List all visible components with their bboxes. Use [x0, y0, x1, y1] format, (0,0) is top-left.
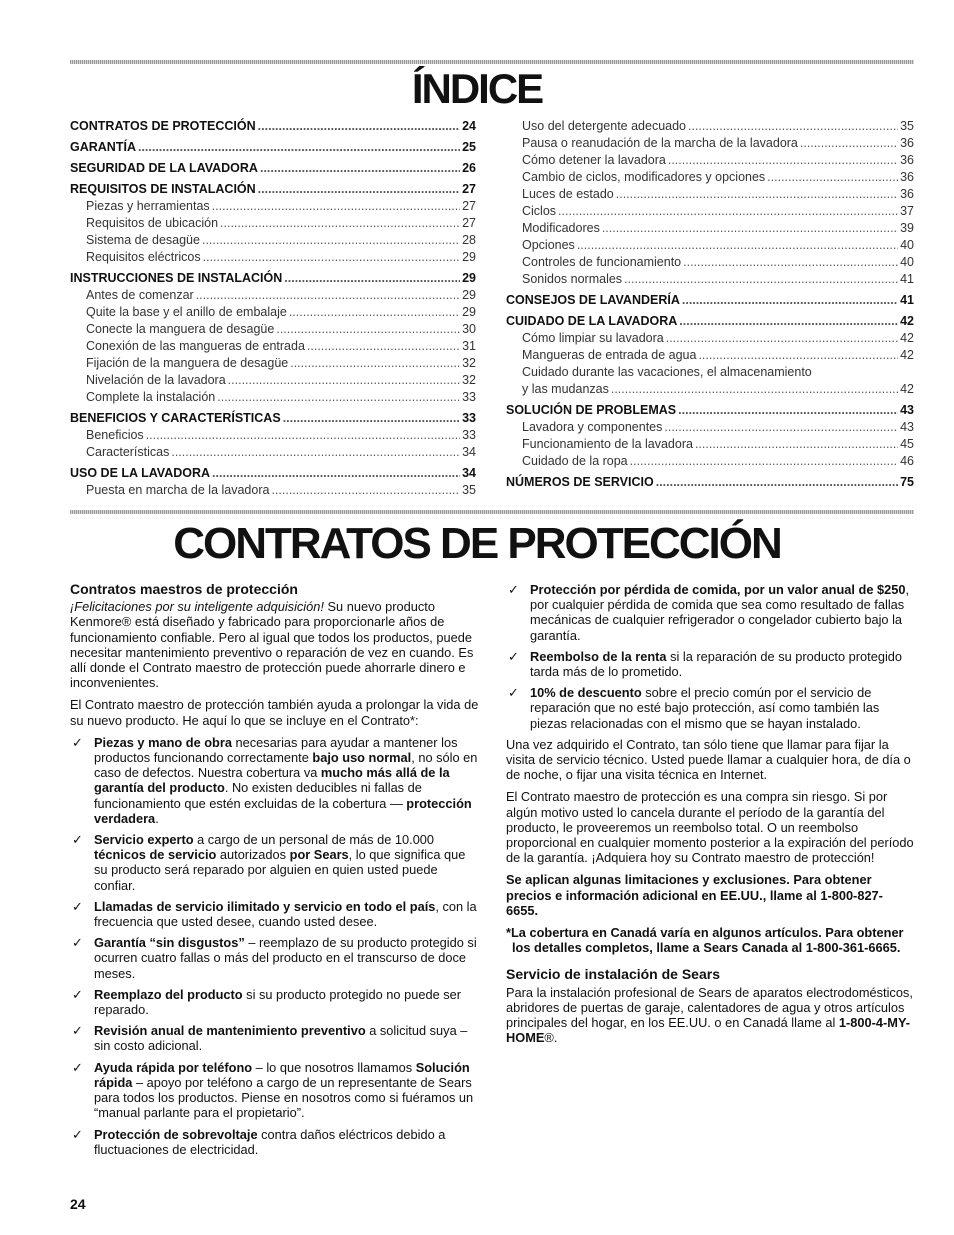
- toc-leader-dots: [698, 347, 898, 364]
- toc-subentry: [70, 215, 476, 232]
- benefit-text: , lo que significa que su producto será reparado por alguien en quien usted puede confiar.: [94, 847, 466, 893]
- benefit-emphasis: Llamadas de servicio ilimitado y servicio en todo el país: [94, 898, 436, 914]
- toc-label: Lavadora y componentes: [522, 420, 663, 434]
- toc-leader-dots: [678, 402, 898, 419]
- toc-label: SOLUCIÓN DE PROBLEMAS: [506, 403, 677, 417]
- toc-leader-dots: [171, 444, 460, 461]
- toc-subentry: [506, 203, 914, 220]
- toc-label: Conexión de las mangueras de entrada: [86, 339, 305, 353]
- toc-page-number: 42: [900, 331, 914, 345]
- benefit-emphasis: Garantía “sin disgustos”: [94, 935, 245, 951]
- toc-leader-dots: [271, 482, 460, 499]
- toc-page-number: 27: [462, 182, 476, 196]
- limitations-canada: *La cobertura en Canadá varía en algunos artículos. Para obtener los detalles completos, llame a Sears Canada al 1-800-361-6665.: [506, 925, 904, 956]
- toc-label: Uso del detergente adecuado: [522, 119, 687, 133]
- toc-subentry: [70, 482, 476, 499]
- toc-label: GARANTÍA: [70, 140, 136, 154]
- toc-label: CONSEJOS DE LAVANDERÍA: [506, 293, 680, 307]
- toc-leader-dots: [800, 135, 898, 152]
- benefit-emphasis: Solución rápida: [94, 1059, 470, 1090]
- master-contracts-heading: Contratos maestros de protección: [70, 581, 298, 597]
- toc-subentry: [506, 152, 914, 169]
- toc-subentry: [506, 330, 914, 347]
- toc-leader-dots: [212, 198, 460, 215]
- toc-label: y las mudanzas: [522, 382, 609, 396]
- toc-subentry: [70, 321, 476, 338]
- toc-subentry: [70, 287, 476, 304]
- toc-page-number: 29: [462, 271, 476, 285]
- toc-label: Modificadores: [522, 221, 600, 235]
- toc-leader-dots: [558, 203, 898, 220]
- benefits-list: [70, 735, 480, 1157]
- benefit-emphasis: Ayuda rápida por teléfono: [94, 1059, 253, 1075]
- toc-subentry: [506, 381, 914, 398]
- benefit-emphasis: bajo uso normal: [312, 750, 412, 766]
- toc-page-number: 45: [900, 437, 914, 451]
- toc-leader-dots: [196, 287, 460, 304]
- toc-page-number: 35: [462, 483, 476, 497]
- benefit-text: – reemplazo de su producto protegido si ocurren cuatro fallas o más del producto en el transcurso de doce meses.: [94, 935, 477, 981]
- toc-label: Cambio de ciclos, modificadores y opciones: [522, 170, 766, 184]
- benefit-item: [70, 1127, 480, 1157]
- benefit-text: a solicitud suya – sin costo adicional.: [94, 1023, 468, 1054]
- benefits-list-continued: [506, 582, 914, 731]
- toc-page-number: 40: [900, 255, 914, 269]
- toc-page-number: 46: [900, 454, 914, 468]
- toc-label: USO DE LA LAVADORA: [70, 466, 211, 480]
- toc-section-entry: [70, 410, 476, 427]
- toc-label: BENEFICIOS Y CARACTERÍSTICAS: [70, 411, 281, 425]
- toc-leader-dots: [668, 152, 898, 169]
- toc-page-number: 29: [462, 305, 476, 319]
- installation-phone: 1-800-4-MY-HOME: [506, 1015, 911, 1046]
- toc-page-number: 31: [462, 339, 476, 353]
- toc-leader-dots: [283, 410, 460, 427]
- toc-page-number: 29: [462, 288, 476, 302]
- checkmark-icon: ✓: [508, 582, 519, 597]
- toc-label: Requisitos de ubicación: [86, 216, 219, 230]
- toc-label: Piezas y herramientas: [86, 199, 210, 213]
- toc-page-number: 42: [900, 348, 914, 362]
- toc-page-number: 30: [462, 322, 476, 336]
- toc-leader-dots: [260, 160, 460, 177]
- toc-label: Fijación de la manguera de desagüe: [86, 356, 289, 370]
- installation-text: Para la instalación profesional de Sears de aparatos electrodomésticos, abridores de puertas de garaje, calentadores de agua y otros artículos principales del hogar, en los EE.UU. o en Canadá llame al: [506, 984, 913, 1031]
- toc-leader-dots: [212, 465, 460, 482]
- toc-label: Opciones: [522, 238, 575, 252]
- benefit-emphasis: Reembolso de la renta: [530, 648, 667, 664]
- toc-page-number: 28: [462, 233, 476, 247]
- benefit-text: . No existen deducibles ni fallas de funcionamiento que estén excluidas de la cobertura —: [94, 780, 422, 811]
- toc-page-number: 42: [900, 382, 914, 396]
- toc-leader-dots: [307, 338, 460, 355]
- checkmark-icon: ✓: [72, 734, 83, 750]
- toc-label: Mangueras de entrada de agua: [522, 348, 697, 362]
- toc-subentry: [506, 271, 914, 288]
- benefit-emphasis: Servicio experto: [94, 832, 194, 848]
- benefit-item: [70, 899, 480, 929]
- toc-page-number: 40: [900, 238, 914, 252]
- toc-leader-dots: [688, 118, 898, 135]
- toc-label: NÚMEROS DE SERVICIO: [506, 475, 654, 489]
- toc-section-entry: [506, 402, 914, 419]
- toc-subentry: [506, 169, 914, 186]
- benefit-text: sobre el precio común por el servicio de reparación que no esté bajo protección, así como también las piezas relacionadas con el mismo que se hayan instalado.: [530, 685, 880, 731]
- intro-text: Su nuevo producto Kenmore® está diseñado y fabricado para proporcionarle años de funcionamiento confiable. Pero al igual que todos los productos, puede necesitar mantenimiento preventivo o reparación de vez en cuando. Es allí donde el Contrato maestro de protección puede ahorrarle dinero e inconvenientes.: [70, 599, 474, 691]
- toc-leader-dots: [217, 389, 460, 406]
- toc-label: Requisitos eléctricos: [86, 250, 201, 264]
- benefit-emphasis: Piezas y mano de obra: [94, 734, 232, 750]
- toc-page-number: 33: [462, 390, 476, 404]
- benefit-emphasis: Revisión anual de mantenimiento preventivo: [94, 1023, 366, 1039]
- toc-leader-dots: [602, 220, 898, 237]
- benefit-emphasis: Protección por pérdida de comida, por un valor anual de $250: [530, 582, 906, 597]
- checkmark-icon: ✓: [72, 935, 83, 951]
- toc-leader-dots: [203, 249, 460, 266]
- toc-subentry: [70, 372, 476, 389]
- toc-label: Ciclos: [522, 204, 557, 218]
- toc-subentry: [70, 444, 476, 461]
- checkmark-icon: ✓: [72, 898, 83, 914]
- congrats-text: ¡Felicitaciones por su inteligente adquisición!: [70, 599, 324, 615]
- toc-section-entry: [506, 474, 914, 491]
- toc-label: Funcionamiento de la lavadora: [522, 437, 693, 451]
- toc-label: Cómo detener la lavadora: [522, 153, 666, 167]
- toc-subentry: [70, 427, 476, 444]
- toc-label: Cuidado de la ropa: [522, 454, 628, 468]
- toc-subentry: [506, 254, 914, 271]
- toc-label: Cómo limpiar su lavadora: [522, 331, 664, 345]
- toc-label: Beneficios: [86, 428, 144, 442]
- toc-label: Puesta en marcha de la lavadora: [86, 483, 270, 497]
- toc-leader-dots: [616, 186, 898, 203]
- toc-label: Antes de comenzar: [86, 288, 194, 302]
- benefit-text: – lo que nosotros llamamos: [252, 1059, 416, 1075]
- benefit-item: [70, 1060, 480, 1121]
- toc-leader-dots: [656, 474, 898, 491]
- benefit-text: autorizados: [216, 847, 290, 863]
- benefit-text: contra daños eléctricos debido a fluctuaciones de electricidad.: [94, 1126, 446, 1157]
- toc-page-number: 35: [900, 119, 914, 133]
- benefit-emphasis: protección verdadera: [94, 795, 472, 826]
- toc-leader-dots: [202, 232, 460, 249]
- toc-page-number: 25: [462, 140, 476, 154]
- limitations-us: Se aplican algunas limitaciones y exclusiones. Para obtener precios e información adicional en EE.UU., llame al 1-800-827-6655.: [506, 872, 883, 918]
- toc-subentry: [506, 237, 914, 254]
- toc-page-number: 42: [900, 314, 914, 328]
- benefit-text: si su producto protegido no puede ser reparado.: [94, 986, 462, 1018]
- benefit-text: – apoyo por teléfono a cargo de un representante de Sears para todos los productos. Piense en nosotros como si fuéramos un “manual parlante para el propietario”.: [94, 1074, 474, 1121]
- toc-leader-dots: [664, 419, 898, 436]
- toc-subentry: [70, 355, 476, 372]
- toc-leader-dots: [679, 313, 898, 330]
- toc-leader-dots: [289, 304, 460, 321]
- toc-leader-dots: [767, 169, 898, 186]
- installation-heading: Servicio de instalación de Sears: [506, 966, 720, 983]
- contracts-right-column: [506, 582, 914, 1052]
- toc-leader-dots: [624, 271, 898, 288]
- intro-paragraph: [70, 599, 480, 690]
- toc-page-number: 32: [462, 373, 476, 387]
- toc-right-column: [506, 118, 914, 491]
- checkmark-icon: ✓: [72, 1059, 83, 1075]
- toc-page-number: 27: [462, 216, 476, 230]
- toc-subentry: [70, 249, 476, 266]
- toc-page-number: 34: [462, 466, 476, 480]
- toc-subentry: [70, 389, 476, 406]
- toc-label: Luces de estado: [522, 187, 614, 201]
- toc-subentry: [506, 220, 914, 237]
- toc-page-number: 75: [900, 475, 914, 489]
- toc-page-number: 26: [462, 161, 476, 175]
- toc-subentry: [506, 135, 914, 152]
- toc-page-number: 39: [900, 221, 914, 235]
- includes-paragraph: El Contrato maestro de protección también ayuda a prolongar la vida de su nuevo producto. He aquí lo que se incluye en el Contrato*:: [70, 697, 479, 728]
- middle-divider: [70, 510, 914, 514]
- toc-leader-dots: [146, 427, 460, 444]
- benefit-item: [506, 582, 914, 643]
- benefit-text: necesarias para ayudar a mantener los productos funcionando correctamente: [94, 734, 458, 766]
- toc-label: Sistema de desagüe: [86, 233, 200, 247]
- toc-leader-dots: [290, 355, 460, 372]
- benefit-emphasis: técnicos de servicio: [94, 847, 217, 863]
- toc-section-entry: [506, 313, 914, 330]
- toc-leader-dots: [138, 139, 460, 156]
- toc-leader-dots: [258, 118, 460, 135]
- page-number: 24: [70, 1196, 86, 1212]
- benefit-emphasis: mucho más allá de la garantía del producto: [94, 765, 450, 796]
- toc-left-column: [70, 118, 476, 499]
- benefit-emphasis: Protección de sobrevoltaje: [94, 1126, 258, 1142]
- toc-subentry: [70, 198, 476, 215]
- toc-label: INSTRUCCIONES DE INSTALACIÓN: [70, 271, 283, 285]
- contracts-left-column: [70, 582, 480, 1163]
- toc-label: Complete la instalación: [86, 390, 216, 404]
- toc-label: Nivelación de la lavadora: [86, 373, 226, 387]
- toc-page-number: 43: [900, 403, 914, 417]
- toc-section-entry: [70, 160, 476, 177]
- benefit-item: [506, 685, 914, 731]
- toc-leader-dots: [284, 270, 460, 287]
- index-title: ÍNDICE: [411, 65, 543, 112]
- toc-leader-dots: [228, 372, 460, 389]
- toc-page-number: 41: [900, 293, 914, 307]
- benefit-item: [506, 649, 914, 679]
- contracts-title: CONTRATOS DE PROTECCIÓN: [173, 519, 781, 568]
- toc-section-entry: [70, 139, 476, 156]
- toc-leader-dots: [220, 215, 460, 232]
- toc-page-number: 33: [462, 428, 476, 442]
- benefit-item: [70, 735, 480, 826]
- checkmark-icon: ✓: [508, 685, 519, 701]
- benefit-emphasis: por Sears: [289, 847, 349, 863]
- toc-leader-dots: [683, 254, 898, 271]
- toc-label: REQUISITOS DE INSTALACIÓN: [70, 182, 256, 196]
- toc-subentry: [70, 338, 476, 355]
- toc-section-entry: [506, 292, 914, 309]
- toc-page-number: 36: [900, 170, 914, 184]
- toc-label: Sonidos normales: [522, 272, 623, 286]
- toc-label: Características: [86, 445, 170, 459]
- benefit-item: [70, 1023, 480, 1053]
- benefit-text: , con la frecuencia que usted desee, cuando usted desee.: [94, 898, 477, 930]
- toc-leader-dots: [682, 292, 898, 309]
- checkmark-icon: ✓: [72, 986, 83, 1002]
- toc-subentry: [506, 419, 914, 436]
- toc-leader-dots: [695, 436, 898, 453]
- toc-page-number: 36: [900, 136, 914, 150]
- benefit-item: [70, 987, 480, 1017]
- toc-section-entry: [70, 270, 476, 287]
- toc-subentry: [506, 364, 914, 381]
- toc-page-number: 37: [900, 204, 914, 218]
- checkmark-icon: ✓: [508, 648, 519, 664]
- service-call-paragraph: Una vez adquirido el Contrato, tan sólo tiene que llamar para fijar la visita de servicio técnico. Usted puede llamar a cualquier hora, de día o de noche, o fijar una visita técnica en Internet.: [506, 736, 911, 783]
- toc-subentry: [70, 232, 476, 249]
- toc-leader-dots: [577, 237, 898, 254]
- toc-page-number: 43: [900, 420, 914, 434]
- toc-leader-dots: [258, 181, 460, 198]
- checkmark-icon: ✓: [72, 1126, 83, 1142]
- installation-end: ®.: [544, 1030, 558, 1046]
- toc-page-number: 27: [462, 199, 476, 213]
- toc-leader-dots: [611, 381, 898, 398]
- benefit-emphasis: Reemplazo del producto: [94, 986, 243, 1002]
- checkmark-icon: ✓: [72, 1023, 83, 1039]
- toc-label: Controles de funcionamiento: [522, 255, 682, 269]
- benefit-text: a cargo de un personal de más de 10.000: [193, 832, 435, 848]
- toc-subentry: [506, 436, 914, 453]
- toc-page-number: 32: [462, 356, 476, 370]
- toc-label: Pausa o reanudación de la marcha de la lavadora: [522, 136, 798, 150]
- toc-leader-dots: [666, 330, 898, 347]
- toc-page-number: 36: [900, 153, 914, 167]
- toc-subentry: [70, 304, 476, 321]
- installation-paragraph: [506, 985, 914, 1046]
- toc-leader-dots: [276, 321, 460, 338]
- benefit-text: .: [155, 810, 159, 826]
- toc-label: Conecte la manguera de desagüe: [86, 322, 275, 336]
- toc-subentry: [506, 118, 914, 135]
- benefit-text: si la reparación de su producto protegido tarda más de lo prometido.: [530, 648, 903, 680]
- toc-page-number: 36: [900, 187, 914, 201]
- benefit-item: [70, 832, 480, 893]
- benefit-text: , no sólo en caso de defectos. Nuestra cobertura va: [94, 750, 478, 781]
- toc-page-number: 24: [462, 119, 476, 133]
- toc-label: CUIDADO DE LA LAVADORA: [506, 314, 678, 328]
- benefit-emphasis: 10% de descuento: [530, 685, 642, 701]
- toc-label: SEGURIDAD DE LA LAVADORA: [70, 161, 258, 175]
- checkmark-icon: ✓: [72, 832, 83, 848]
- toc-page-number: 34: [462, 445, 476, 459]
- toc-page-number: 33: [462, 411, 476, 425]
- no-risk-paragraph: El Contrato maestro de protección es una compra sin riesgo. Si por algún motivo usted lo cancela durante el período de la garantía del producto, le proveeremos un reembolso total. O un reembolso proporcional en cualquier momento posterior a la expiración del período de la garantía. ¡Adquiera hoy su Contrato maestro de protección!: [506, 789, 914, 866]
- toc-page-number: 41: [900, 272, 914, 286]
- toc-section-entry: [70, 118, 476, 135]
- toc-page-number: 29: [462, 250, 476, 264]
- benefit-text: , por cualquier pérdida de comida que sea como resultado de fallas mecánicas de cualquier refrigerador o congelador cubierto bajo la garantía.: [530, 582, 910, 643]
- toc-section-entry: [70, 465, 476, 482]
- toc-label: Cuidado durante las vacaciones, el almacenamiento: [522, 365, 812, 379]
- toc-subentry: [506, 186, 914, 203]
- toc-subentry: [506, 453, 914, 470]
- toc-section-entry: [70, 181, 476, 198]
- toc-label: CONTRATOS DE PROTECCIÓN: [70, 119, 256, 133]
- toc-label: Quite la base y el anillo de embalaje: [86, 305, 287, 319]
- benefit-item: [70, 935, 480, 981]
- toc-subentry: [506, 347, 914, 364]
- toc-leader-dots: [630, 453, 898, 470]
